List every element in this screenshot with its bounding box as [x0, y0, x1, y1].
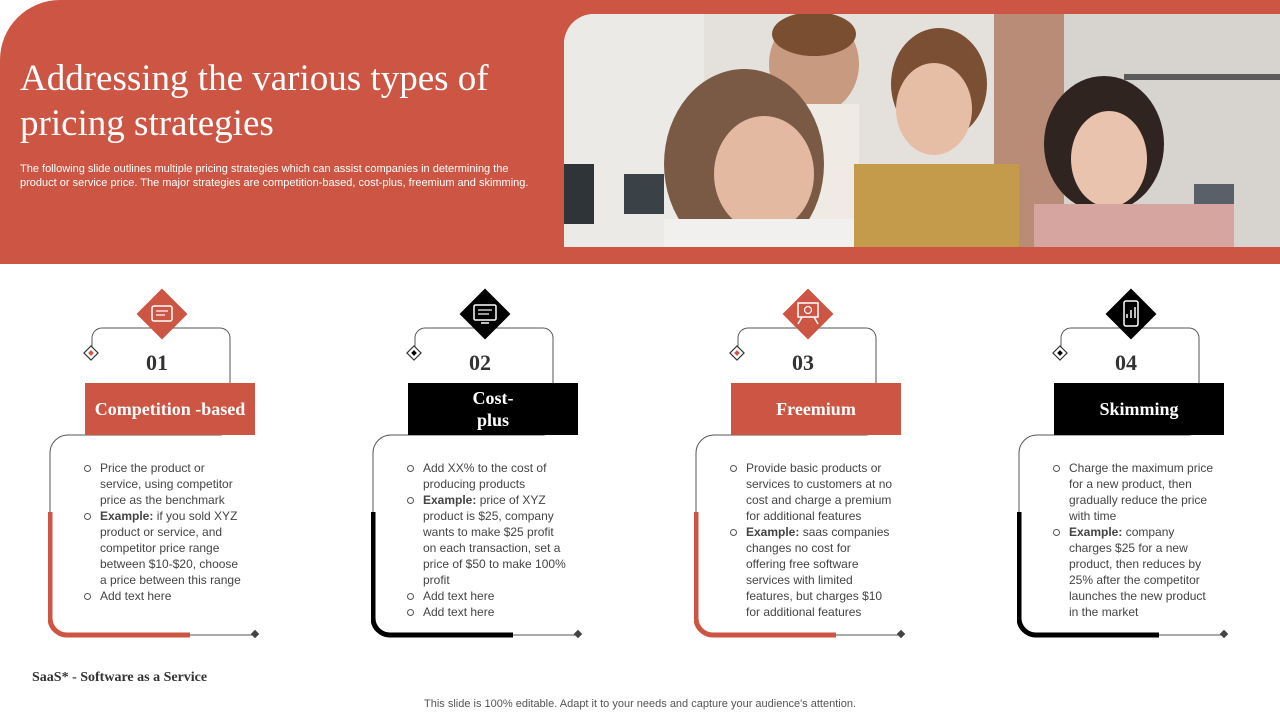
- page-subtitle: The following slide outlines multiple pricing strategies which can assist companies in determining the product or service price. The major strategies are competition-based, cost-plus, freemium and skimming.: [20, 163, 529, 189]
- strategy-number: 01: [146, 350, 168, 375]
- bullet-item: Example: if you sold XYZ product or service, and competitor price range between $10-$20, choose a price between this range: [82, 508, 247, 588]
- strategy-title: Cost-plus: [408, 383, 578, 435]
- team-photo-illustration: [564, 14, 1280, 247]
- team-photo: [564, 14, 1280, 247]
- strategy-number: 02: [469, 350, 491, 375]
- strategy-bullets: [405, 460, 570, 620]
- strategy-bullets: [82, 460, 247, 604]
- strategy-title: Competition -based: [85, 383, 255, 435]
- bullet-item: Example: saas companies changes no cost for offering free software services with limited features, but charges $10 for additional features: [728, 524, 893, 620]
- bullet-item: Add text here: [405, 588, 570, 604]
- strategy-title: Freemium: [731, 383, 901, 435]
- strategy-card-skimming: [1017, 288, 1277, 648]
- strategy-card-cost-plus: [371, 288, 631, 648]
- strategy-bullets: [728, 460, 893, 620]
- bullet-item: Price the product or service, using competitor price as the benchmark: [82, 460, 247, 508]
- strategy-number: 04: [1115, 350, 1137, 375]
- strategy-card-competition: [48, 288, 308, 648]
- bullet-item: Add XX% to the cost of producing products: [405, 460, 570, 492]
- page-title: Addressing the various types of pricing strategies: [20, 58, 489, 144]
- bullet-item: Example: price of XYZ product is $25, company wants to make $25 profit on each transaction, set a price of $50 to make 100% profit: [405, 492, 570, 588]
- strategy-bullets: [1051, 460, 1216, 620]
- bullet-item: Add text here: [405, 604, 570, 620]
- strategy-number: 03: [792, 350, 814, 375]
- footnote: SaaS* - Software as a Service: [32, 670, 208, 685]
- bullet-item: Add text here: [82, 588, 247, 604]
- bullet-item: Example: company charges $25 for a new product, then reduces by 25% after the competitor launches the new product in the market: [1051, 524, 1216, 620]
- footer-text: This slide is 100% editable. Adapt it to your needs and capture your audience's attention.: [424, 698, 856, 710]
- strategy-card-freemium: [694, 288, 954, 648]
- bullet-item: Provide basic products or services to customers at no cost and charge a premium for additional features: [728, 460, 893, 524]
- strategy-title: Skimming: [1054, 383, 1224, 435]
- bullet-item: Charge the maximum price for a new product, then gradually reduce the price with time: [1051, 460, 1216, 524]
